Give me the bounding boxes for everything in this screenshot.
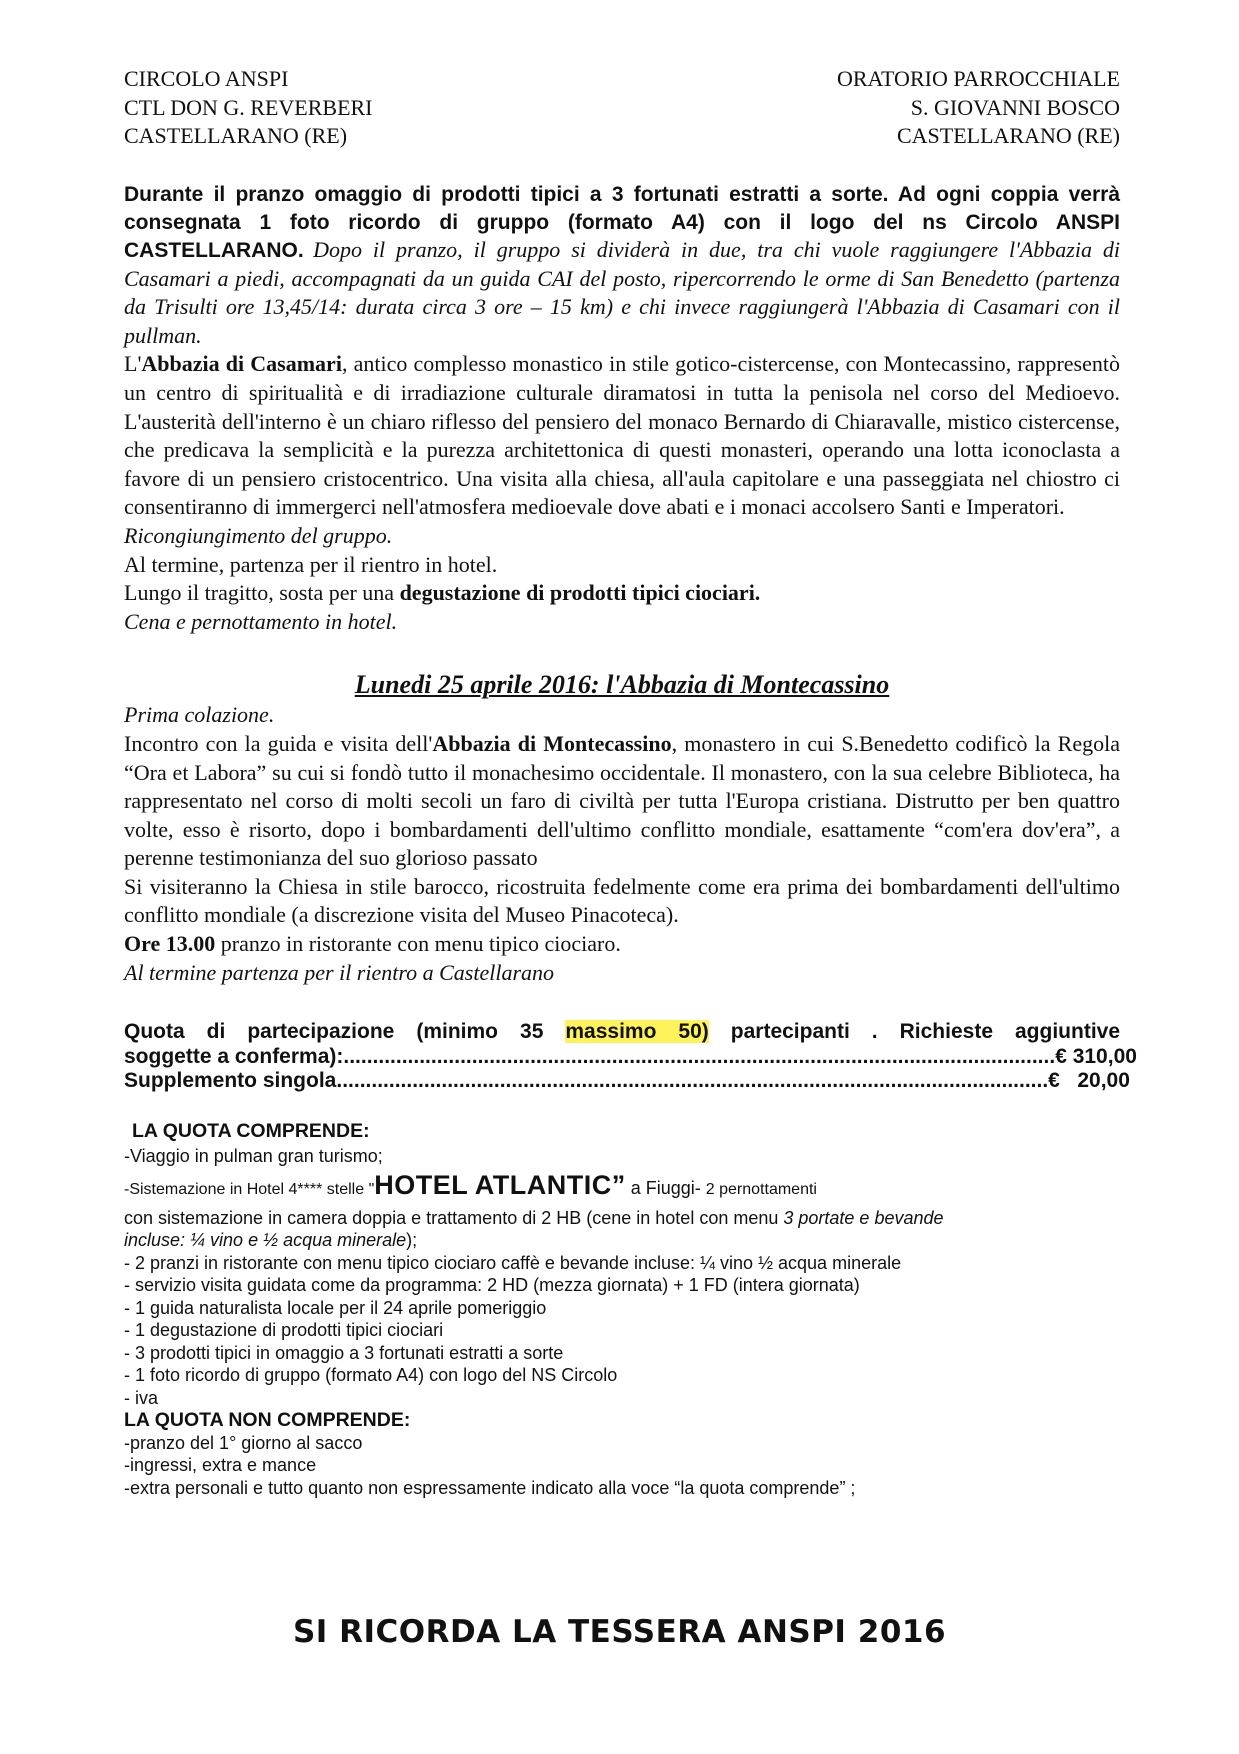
pricing-line-3 — [124, 1069, 1130, 1094]
casamari-paragraph — [124, 350, 1120, 522]
included-item: - 2 pranzi in ristorante con menu tipico ciociaro caffè e bevande incluse: ¼ vino ½ acqua minerale — [124, 1252, 902, 1273]
day-title: Lunedi 25 aprile 2016: l'Abbazia di Montecassino — [354, 670, 890, 700]
casamari-text: , antico complesso monastico in stile gotico-cistercense, con Montecassino, rappresentò un centro di spiritualità e di irradiazione culturale diramatosi in tutta la penisola nel corso del Medioevo. L'austerità dell'interno è un chiaro riflesso del pensiero del monaco Bernardo di Chiaravalle, mistico cistercense, che predicava la semplicità e la purezza architettonica di questi monasteri, operando una lotta iconoclasta a favore di un pensiero cristocentrico. Una visita alla chiesa, all'aula capitolare e una passeggiata nel chiostro ci consentiranno di immergerci nell'atmosfera medioevale dove abati e i monaci accolsero Santi e Imperatori. — [124, 351, 1120, 520]
included-hotel-line — [124, 1168, 1120, 1207]
lunch-text: pranzo in ristorante con menu tipico ciociaro. — [215, 931, 621, 957]
included-item: -Viaggio in pulman gran turismo; — [124, 1146, 383, 1167]
end-line: Al termine partenza per il rientro a Castellarano — [124, 959, 554, 985]
base-price-amount: € 310,00 — [1055, 1044, 1137, 1068]
regroup-line: Ricongiungimento del gruppo. — [124, 522, 393, 548]
meet-text: , monastero in cui S.Benedetto codificò la Regola “Ora et Labora” su cui si fondò tutto il monachesimo occidentale. Il monastero, con la sua celebre Biblioteca, ha rappresentato nel corso di molti secoli un faro di civiltà per tutta l'Europa cristiana. Distrutto per ben quattro volte, esso è risorto, dopo i bombardamenti dell'ultimo conflitto mondiale, esattamente “com'era dov'era”, a perenne testimonianza del suo glorioso passato — [124, 730, 1120, 871]
tasting-bold: degustazione di prodotti tipici ciociari. — [399, 580, 761, 606]
hotel-line2: con sistemazione in camera doppia e trattamento di 2 HB (cene in hotel con menu — [124, 1207, 784, 1228]
intro-bold-text: Durante il pranzo omaggio di prodotti tipici a 3 fortunati estratti a sorte. Ad ogni coppia verrà consegnata 1 foto ricordo di gruppo (formato A4) con il logo del ns Circolo ANSPI CASTELLARANO. — [124, 183, 1120, 262]
header-left-line: CIRCOLO ANSPI — [124, 66, 289, 91]
pricing-line-2 — [124, 1044, 1137, 1070]
pricing-pre: Quota di partecipazione (minimo 35 — [124, 1020, 566, 1044]
included-item: - 1 degustazione di prodotti tipici ciociari — [124, 1320, 444, 1341]
included-item: - 1 guida naturalista locale per il 24 aprile pomeriggio — [124, 1297, 547, 1318]
header-left-organization — [124, 65, 373, 151]
header-left-line: CTL DON G. REVERBERI — [124, 94, 373, 120]
header-right-organization — [837, 65, 1120, 151]
hotel-line2-italic: 3 portate e bevande — [783, 1207, 944, 1228]
header-right-line: S. GIOVANNI BOSCO — [910, 94, 1120, 120]
lunch-line — [124, 930, 1120, 959]
dot-leader: .......................................................................................................................... — [336, 1069, 1049, 1093]
hotel-pre: -Sistemazione in Hotel 4**** stelle " — [124, 1180, 375, 1198]
base-price-label: soggette a conferma): — [124, 1044, 344, 1068]
hotel-post: 2 pernottamenti — [705, 1180, 817, 1198]
tasting-line — [124, 579, 1120, 608]
intro-italic-text: Dopo il pranzo, il gruppo si dividerà in due, tra chi vuole raggiungere l'Abbazia di Casamari a piedi, accompagnati da un guida CAI del posto, ripercorrendo le orme di San Benedetto (partenza da Trisulti ore 13,45/14: durata circa 3 ore – 15 km) e chi invece raggiungerà l'Abbazia di Casamari con il pullman. — [124, 237, 1120, 348]
return-hotel-line: Al termine, partenza per il rientro in hotel. — [124, 551, 498, 577]
pricing-line-1 — [124, 1020, 1120, 1045]
casamari-title: Abbazia di Casamari — [141, 351, 342, 377]
header-right-line: CASTELLARANO (RE) — [896, 123, 1120, 148]
header-left-line: CASTELLARANO (RE) — [124, 123, 348, 148]
included-item: - servizio visita guidata come da programma: 2 HD (mezza giornata) + 1 FD (intera giornata) — [124, 1275, 860, 1296]
included-title: LA QUOTA COMPRENDE: — [132, 1119, 370, 1142]
hotel-line3-end: ); — [406, 1230, 418, 1251]
montecassino-title: Abbazia di Montecassino — [432, 730, 672, 756]
pricing-post: partecipanti . Richieste aggiuntive — [708, 1020, 1121, 1044]
document-body — [124, 181, 1137, 1499]
hotel-line3-italic: incluse: ¼ vino e ½ acqua minerale — [124, 1230, 407, 1251]
included-hotel-line-2 — [124, 1207, 1120, 1230]
excluded-item: -ingressi, extra e mance — [124, 1455, 317, 1476]
excluded-item: -extra personali e tutto quanto non espressamente indicato alla voce “la quota comprende” ; — [124, 1477, 856, 1498]
casamari-lead: L' — [124, 351, 142, 377]
meet-pre: Incontro con la guida e visita dell' — [124, 730, 433, 756]
pricing-block — [124, 1020, 1137, 1094]
pricing-highlight: massimo 50) — [565, 1020, 709, 1044]
church-paragraph: Si visiteranno la Chiesa in stile barocco, ricostruita fedelmente come era prima dei bombardamenti dell'ultimo conflitto mondiale (a discrezione visita del Museo Pinacoteca). — [124, 873, 1120, 928]
header-right-line: ORATORIO PARROCCHIALE — [837, 66, 1120, 91]
dot-leader: .......................................................................................................................... — [343, 1044, 1056, 1068]
excluded-item: -pranzo del 1° giorno al sacco — [124, 1432, 363, 1453]
hotel-name: HOTEL ATLANTIC” — [374, 1169, 626, 1200]
montecassino-paragraph — [124, 730, 1120, 873]
lunch-time: Ore 13.00 — [124, 931, 216, 957]
included-item: - 3 prodotti tipici in omaggio a 3 fortunati estratti a sorte — [124, 1342, 564, 1363]
membership-reminder: SI RICORDA LA TESSERA ANSPI 2016 — [292, 1614, 947, 1650]
breakfast-line: Prima colazione. — [124, 702, 275, 728]
included-section — [124, 1120, 1120, 1500]
single-supplement-amount: € 20,00 — [1048, 1069, 1130, 1093]
single-supplement-label: Supplemento singola — [124, 1069, 337, 1093]
excluded-title: LA QUOTA NON COMPRENDE: — [124, 1409, 411, 1432]
tasting-pre: Lungo il tragitto, sosta per una — [124, 580, 400, 606]
included-item: - iva — [124, 1387, 159, 1408]
included-hotel-line-3 — [124, 1229, 1120, 1252]
hotel-mid: a Fiuggi- — [625, 1177, 706, 1198]
included-item: - 1 foto ricordo di gruppo (formato A4) con logo del NS Circolo — [124, 1365, 618, 1386]
intro-paragraph — [124, 181, 1120, 350]
dinner-line: Cena e pernottamento in hotel. — [124, 608, 398, 634]
